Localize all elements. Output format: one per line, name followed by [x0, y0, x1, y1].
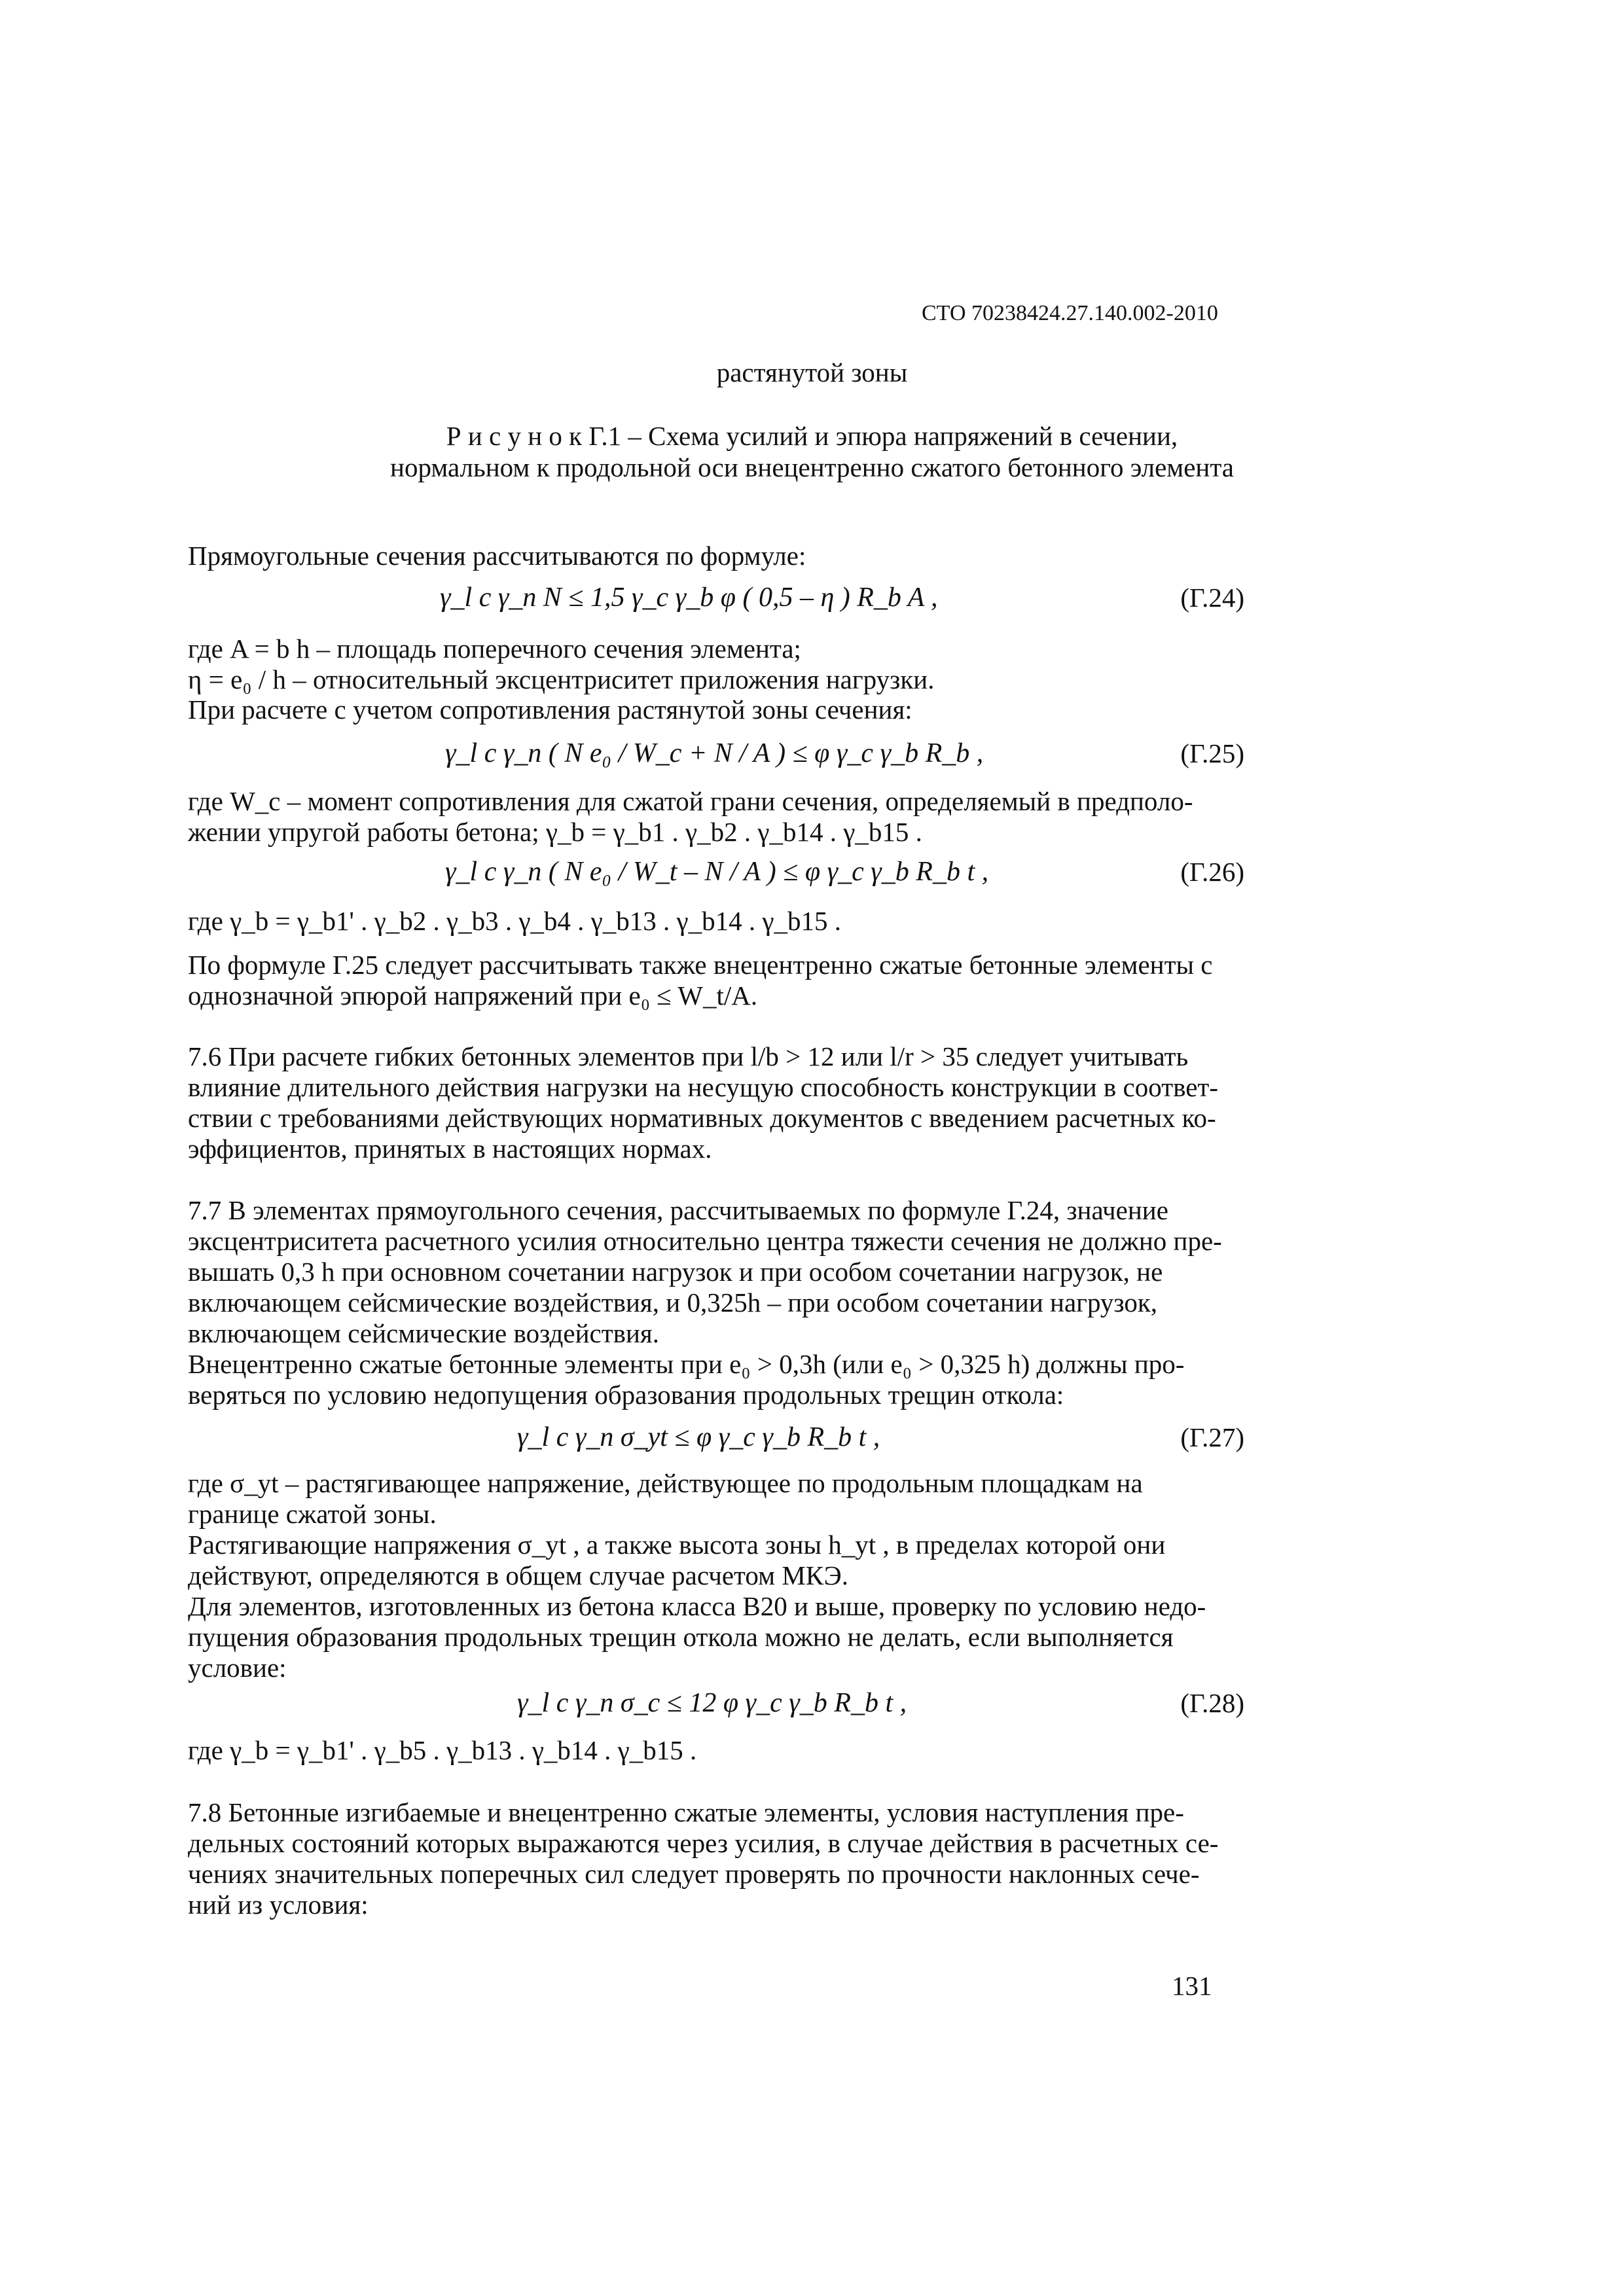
text-line: жении упругой работы бетона; γ_b = γ_b1 . γ_b2 . γ_b14 . γ_b15 .	[188, 817, 922, 847]
text-line: где A = b h – площадь поперечного сечения элемента;	[188, 634, 801, 664]
text-line: 7.7 В элементах прямоугольного сечения, рассчитываемых по формуле Г.24, значение	[188, 1195, 1168, 1225]
text-line: условие:	[188, 1653, 287, 1683]
text-line: вышать 0,3 h при основном сочетании нагрузок и при особом сочетании нагрузок, не	[188, 1257, 1163, 1287]
text-line: однозначной эпюрой напряжений при e₀ ≤ W_t/A.	[188, 980, 758, 1011]
text-line: где γ_b = γ_b1' . γ_b5 . γ_b13 . γ_b14 . γ_b15 .	[188, 1735, 697, 1765]
text-line: 7.6 При расчете гибких бетонных элементов при l/b > 12 или l/r > 35 следует учитывать	[188, 1041, 1189, 1071]
text-line: 7.8 Бетонные изгибаемые и внецентренно сжатые элементы, условия наступления пре-	[188, 1797, 1184, 1827]
text-line: ний из условия:	[188, 1890, 369, 1920]
formula-g24: γ_l c γ_n N ≤ 1,5 γ_c γ_b φ ( 0,5 – η ) R_b A ,	[440, 583, 938, 613]
text-line: η = e₀ / h – относительный эксцентриситет приложения нагрузки.	[188, 664, 935, 694]
text-line: При расчете с учетом сопротивления растянутой зоны сечения:	[188, 694, 912, 725]
text-line: пущения образования продольных трещин откола можно не делать, если выполняется	[188, 1622, 1174, 1652]
formula-g28: γ_l c γ_n σ_c ≤ 12 φ γ_c γ_b R_b t ,	[517, 1688, 907, 1718]
text-line: эффициентов, принятых в настоящих нормах.	[188, 1134, 712, 1164]
text-line: где σ_yt – растягивающее напряжение, действующее по продольным площадкам на	[188, 1468, 1143, 1498]
text-line: влияние длительного действия нагрузки на несущую способность конструкции в соответ-	[188, 1072, 1218, 1102]
text-line: включающем сейсмические воздействия.	[188, 1318, 660, 1348]
text-line: включающем сейсмические воздействия, и 0,325h – при особом сочетании нагрузок,	[188, 1287, 1158, 1318]
text-line: где W_c – момент сопротивления для сжатой грани сечения, определяемый в предполо-	[188, 786, 1193, 816]
formula-number-g27: (Г.27)	[1180, 1422, 1244, 1452]
formula-number-g24: (Г.24)	[1180, 583, 1244, 613]
formula-g26: γ_l c γ_n ( N e₀ / W_t – N / A ) ≤ φ γ_c γ_b R_b t ,	[445, 857, 989, 887]
formula-number-g28: (Г.28)	[1180, 1688, 1244, 1718]
text-line: чениях значительных поперечных сил следует проверять по прочности наклонных сече-	[188, 1859, 1200, 1889]
text-line: По формуле Г.25 следует рассчитывать также внецентренно сжатые бетонные элементы с	[188, 950, 1213, 980]
text-line: ствии с требованиями действующих нормативных документов с введением расчетных ко-	[188, 1103, 1216, 1133]
text-line: веряться по условию недопущения образования продольных трещин откола:	[188, 1380, 1064, 1410]
figure-caption-line-2: нормальном к продольной оси внецентренно сжатого бетонного элемента	[390, 452, 1234, 482]
text-line: Внецентренно сжатые бетонные элементы при e₀ > 0,3h (или e₀ > 0,325 h) должны про-	[188, 1349, 1185, 1379]
formula-g25: γ_l c γ_n ( N e₀ / W_c + N / A ) ≤ φ γ_c γ_b R_b ,	[445, 738, 984, 768]
formula-number-g25: (Г.25)	[1180, 738, 1244, 768]
figure-tail-label: растянутой зоны	[716, 357, 908, 387]
page-number: 131	[1172, 1971, 1212, 2001]
figure-caption-line-1: Р и с у н о к Г.1 – Схема усилий и эпюра напряжений в сечении,	[446, 421, 1178, 451]
document-code-header: СТО 70238424.27.140.002-2010	[922, 301, 1218, 325]
text-line: границе сжатой зоны.	[188, 1499, 437, 1529]
text-line: Растягивающие напряжения σ_yt , а также высота зоны h_yt , в пределах которой они	[188, 1530, 1166, 1560]
formula-g27: γ_l c γ_n σ_yt ≤ φ γ_c γ_b R_b t ,	[517, 1422, 880, 1452]
text-line: Для элементов, изготовленных из бетона класса B20 и выше, проверку по условию недо-	[188, 1591, 1206, 1621]
text-line: где γ_b = γ_b1' . γ_b2 . γ_b3 . γ_b4 . γ_b13 . γ_b14 . γ_b15 .	[188, 906, 842, 936]
text-line: эксцентриситета расчетного усилия относительно центра тяжести сечения не должно пре-	[188, 1226, 1222, 1256]
formula-number-g26: (Г.26)	[1180, 857, 1244, 887]
text-line: Прямоугольные сечения рассчитываются по формуле:	[188, 541, 806, 571]
text-line: дельных состояний которых выражаются через усилия, в случае действия в расчетных се-	[188, 1828, 1219, 1858]
text-line: действуют, определяются в общем случае расчетом МКЭ.	[188, 1560, 848, 1590]
